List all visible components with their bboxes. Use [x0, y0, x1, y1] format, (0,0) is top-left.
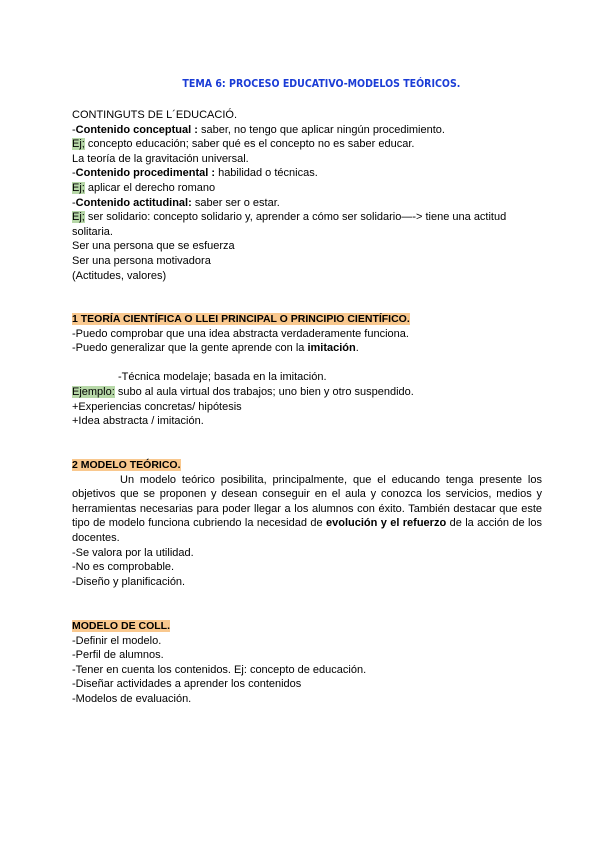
blank-line: [72, 356, 542, 371]
ejemplo-line: [72, 385, 542, 400]
model-item-1: -Se valora por la utilidad.: [72, 546, 194, 559]
evolution-bold: evolución y el refuerzo: [325, 517, 447, 530]
imitation-bold: imitación: [307, 342, 356, 355]
example-text: aplicar el derecho romano: [84, 181, 216, 194]
document-title: TEMA 6: PROCESO EDUCATIVO-MODELOS TEÓRICOS.: [182, 77, 461, 90]
model-paragraph-end: de la acción de los docentes.: [72, 517, 543, 544]
procedimental-text: habilidad o técnicas.: [215, 167, 318, 180]
procedimental-label: Contenido procedimental :: [75, 167, 216, 180]
tecnica-line: -Técnica modelaje; basada en la imitación.: [118, 371, 327, 384]
motivadora-line: Ser una persona motivadora: [72, 254, 211, 267]
coll-item-4: -Diseñar actividades a aprender los contenidos: [72, 678, 302, 691]
example-line-3: [72, 210, 542, 225]
dash: -: [72, 167, 76, 180]
conceptual-line: [72, 123, 542, 138]
theory-line-2-text: -Puedo generalizar que la gente aprende con la: [72, 342, 308, 355]
example-line-2: [72, 181, 542, 196]
example-tag: Ej;: [72, 211, 85, 224]
model-paragraph-text: Un modelo teórico posibilita, principalmente, que el educando tenga presente los objetivos que se proponen y desean conseguir en el aula y conozca los servicios, medios y herramientas necesarias para poder llegar a los alumnos con éxito. También destacar que este tipo de modelo funciona cubriendo la necesidad de: [72, 473, 542, 530]
section-coll: [72, 619, 542, 707]
actitudes-line: (Actitudes, valores): [72, 269, 167, 282]
dash: -: [72, 123, 76, 136]
contents-section: [72, 108, 542, 283]
dash: -: [72, 196, 76, 209]
example-text: ser solidario: concepto solidario y, aprender a cómo ser solidario—-> tiene una actitud: [84, 211, 507, 224]
contents-header: CONTINGUTS DE L´EDUCACIÓ.: [72, 109, 238, 121]
actitudinal-label: Contenido actitudinal:: [75, 196, 192, 209]
example-text: concepto educación; saber qué es el concepto no es saber educar.: [84, 138, 415, 151]
esfuerza-line: Ser una persona que se esfuerza: [72, 240, 235, 253]
ejemplo-text: subo al aula virtual dos trabajos; uno bien y otro suspendido.: [114, 385, 414, 398]
theory-line-2: [72, 341, 542, 356]
section-heading-text: MODELO DE COLL.: [72, 620, 170, 632]
model-paragraph: [72, 473, 542, 546]
section-heading: [72, 312, 542, 327]
theory-line-1: -Puedo comprobar que una idea abstracta verdaderamente funciona.: [72, 327, 409, 340]
coll-item-3: -Tener en cuenta los contenidos. Ej: concepto de educación.: [72, 663, 367, 676]
coll-item-2: -Perfil de alumnos.: [72, 649, 164, 662]
section-heading-text: 2 MODELO TEÓRICO.: [72, 459, 181, 471]
plus-line-1: +Experiencias concretas/ hipótesis: [72, 400, 242, 413]
coll-item-5: -Modelos de evaluación.: [72, 692, 192, 705]
example-line-3-cont: solitaria.: [72, 225, 113, 238]
procedimental-line: [72, 166, 542, 181]
model-item-3: -Diseño y planificación.: [72, 575, 186, 588]
ejemplo-tag: Ejemplo:: [72, 385, 115, 398]
conceptual-text: saber, no tengo que aplicar ningún procedimiento.: [197, 123, 445, 136]
section-model: [72, 458, 542, 589]
actitudinal-text: saber ser o estar.: [191, 196, 280, 209]
coll-item-1: -Definir el modelo.: [72, 634, 162, 647]
section-heading: [72, 619, 542, 634]
conceptual-label: Contenido conceptual :: [75, 123, 198, 136]
plus-line-2: +Idea abstracta / imitación.: [72, 415, 204, 428]
model-item-2: -No es comprobable.: [72, 561, 175, 574]
example-tag: Ej;: [72, 181, 85, 194]
actitudinal-line: [72, 196, 542, 211]
example-tag: Ej;: [72, 138, 85, 151]
gravity-line: La teoría de la gravitación universal.: [72, 152, 249, 165]
period: .: [355, 342, 359, 355]
section-heading-text: 1 TEORÍA CIENTÍFICA O LLEI PRINCIPAL O PRINCIPIO CIENTÍFICO.: [72, 313, 410, 325]
section-theory: [72, 312, 542, 429]
example-line-1: [72, 137, 542, 152]
section-heading: [72, 458, 542, 473]
